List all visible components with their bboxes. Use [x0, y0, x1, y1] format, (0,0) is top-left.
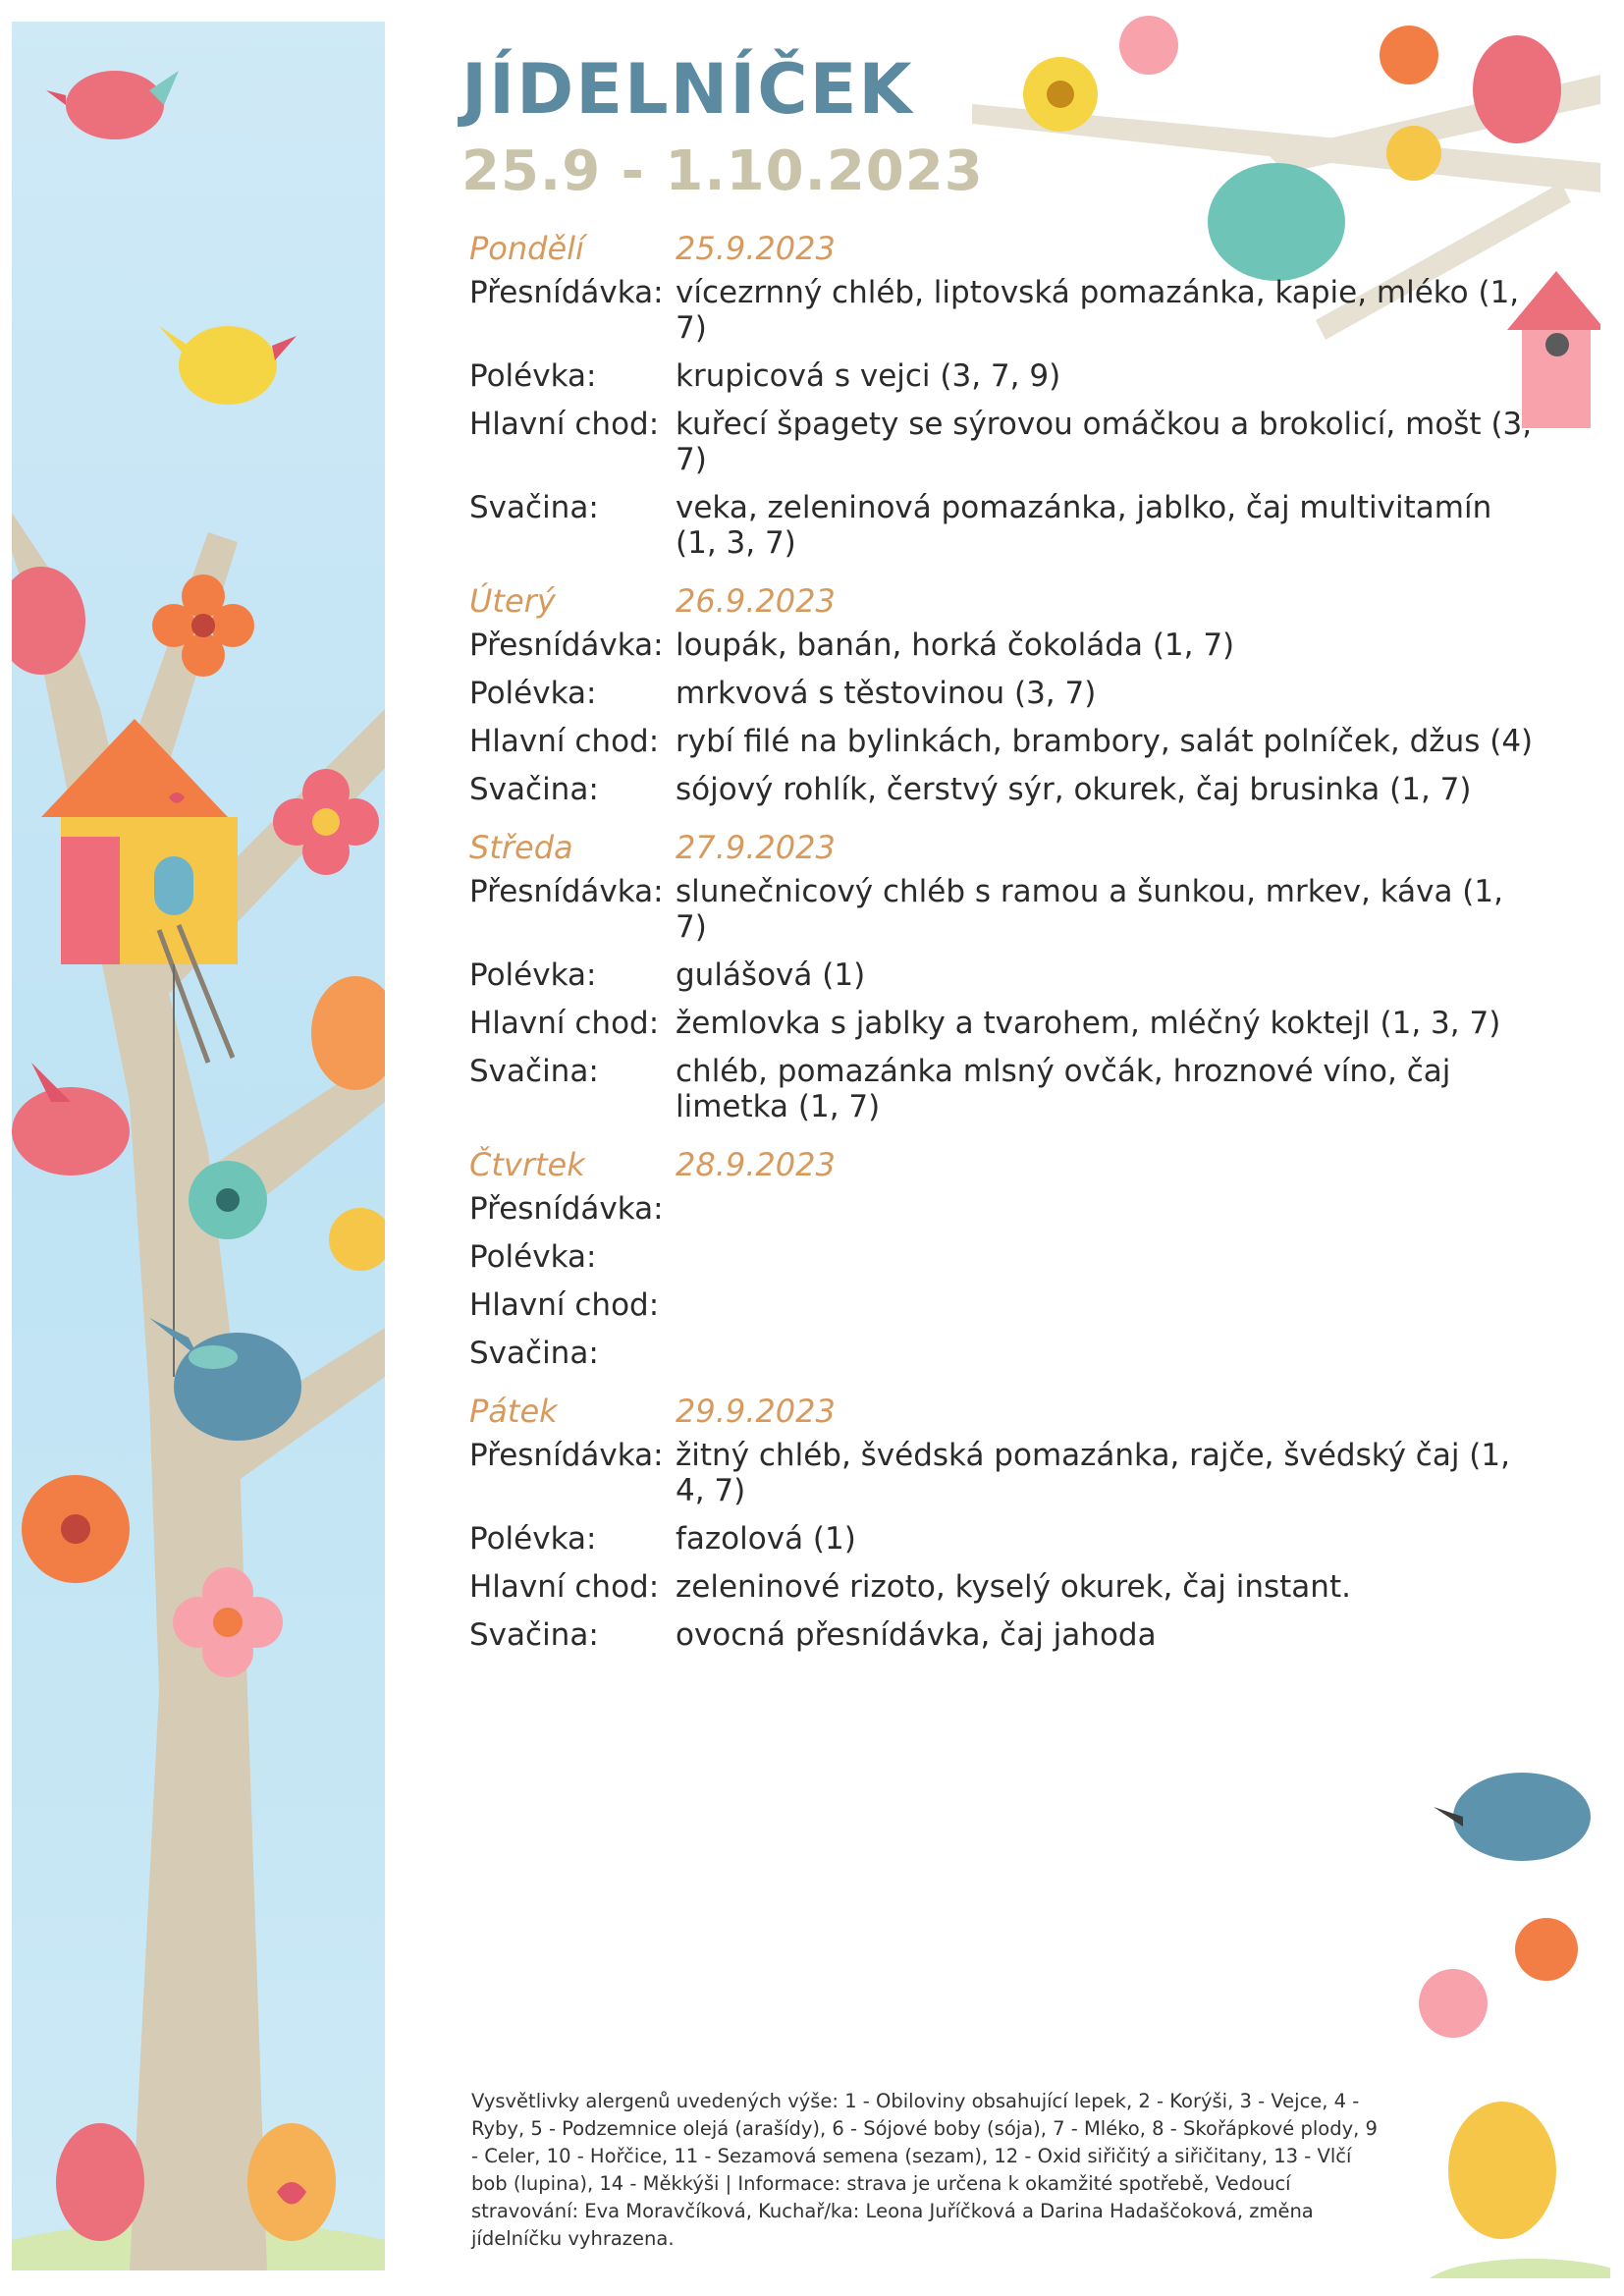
day-name: Pondělí: [469, 230, 584, 267]
meal-row: [469, 1287, 1540, 1323]
meal-label: Polévka:: [469, 957, 597, 993]
meal-label: Přesnídávka:: [469, 275, 664, 310]
day-heading: [469, 1144, 1540, 1185]
yellow-bird-icon: [159, 306, 306, 424]
page-title: JÍDELNÍČEK: [461, 49, 914, 130]
meal-row: [469, 358, 1540, 394]
meal-row: [469, 628, 1540, 663]
flower-icon: [12, 1465, 139, 1593]
day-date: 26.9.2023: [676, 582, 836, 620]
flower-icon: [149, 572, 257, 680]
meal-row: [469, 275, 1540, 346]
weekly-menu: [469, 228, 1540, 1672]
meal-text: gulášová (1): [676, 957, 866, 993]
day-section: [469, 1391, 1540, 1653]
meal-text: vícezrnný chléb, liptovská pomazánka, kapie, mléko (1, 7): [676, 275, 1520, 346]
meal-text: mrkvová s těstovinou (3, 7): [676, 676, 1097, 711]
meal-label: Hlavní chod:: [469, 407, 660, 442]
day-date: 28.9.2023: [676, 1146, 836, 1183]
meal-text: [676, 1287, 1540, 1323]
meal-row: [469, 1569, 1540, 1605]
meal-label: Přesnídávka:: [469, 1191, 664, 1227]
meal-text: ovocná přesnídávka, čaj jahoda: [676, 1617, 1157, 1653]
day-section: [469, 827, 1540, 1124]
day-name: Čtvrtek: [469, 1146, 585, 1183]
meal-row: [469, 1521, 1540, 1557]
meal-row: [469, 772, 1540, 807]
day-date: 27.9.2023: [676, 829, 836, 866]
meal-row: [469, 1336, 1540, 1371]
meal-label: Přesnídávka:: [469, 874, 664, 909]
orange-bird-icon: [297, 964, 385, 1102]
meal-row: [469, 1617, 1540, 1653]
pink-bird-icon: [12, 552, 100, 689]
meal-row: [469, 1191, 1540, 1227]
meal-label: Svačina:: [469, 772, 599, 807]
meal-label: Hlavní chod:: [469, 1006, 660, 1041]
orange-bird-icon: [238, 2113, 355, 2251]
meal-text: krupicová s vejci (3, 7, 9): [676, 358, 1061, 394]
tree-illustration: [12, 22, 385, 2270]
flower-icon: [179, 1151, 277, 1249]
day-name: Úterý: [469, 582, 556, 620]
day-heading: [469, 827, 1540, 868]
meal-label: Hlavní chod:: [469, 1569, 660, 1605]
meal-text: fazolová (1): [676, 1521, 856, 1557]
meal-label: Polévka:: [469, 676, 597, 711]
day-date: 25.9.2023: [676, 230, 836, 267]
meal-label: Svačina:: [469, 490, 599, 525]
pink-bird-icon: [41, 51, 189, 159]
pink-bird-icon: [51, 2113, 169, 2251]
meal-text: sójový rohlík, čerstvý sýr, okurek, čaj brusinka (1, 7): [676, 772, 1472, 807]
meal-row: [469, 724, 1540, 759]
flower-icon: [272, 768, 380, 876]
meal-row: [469, 1054, 1540, 1124]
allergen-footnote: Vysvětlivky alergenů uvedených výše: 1 - Obiloviny obsahující lepek, 2 - Korýši, 3 - Vejce, 4 - Ryby, 5 - Podzemnice olejá (arašídy), 6 - Sójové boby (sója), 7 - Mléko, 8 - Skořápkové plody, 9 - Celer, 10 - Hořčice, 11 - Sezamová semena (sezam), 12 - Oxid siřičitý a siřičitany, 13 - Vlčí bob (lupina), 14 - Měkkýši | Informace: strava je určena k okamžité spotřebě, Vedoucí stravování: Eva Moravčíková, Kuchař/ka: Leona Juříčková a Darina Hadaščoková, změna jídelníčku vyhrazena.: [471, 2090, 1378, 2250]
flower-icon: [169, 1563, 287, 1681]
meal-text: kuřecí špagety se sýrovou omáčkou a brokolicí, mošt (3, 7): [676, 407, 1533, 477]
meal-label: Přesnídávka:: [469, 628, 664, 663]
meal-text: žitný chléb, švédská pomazánka, rajče, švédský čaj (1, 4, 7): [676, 1438, 1510, 1508]
day-name: Pátek: [469, 1393, 558, 1430]
meal-row: [469, 676, 1540, 711]
meal-label: Hlavní chod:: [469, 1287, 660, 1323]
day-section: [469, 228, 1540, 561]
day-name: Středa: [469, 829, 573, 866]
meal-text: žemlovka s jablky a tvarohem, mléčný koktejl (1, 3, 7): [676, 1006, 1501, 1041]
meal-text: rybí filé na bylinkách, brambory, salát polníček, džus (4): [676, 724, 1534, 759]
meal-label: Polévka:: [469, 1521, 597, 1557]
meal-label: Přesnídávka:: [469, 1438, 664, 1473]
meal-label: Svačina:: [469, 1336, 599, 1371]
day-section: [469, 1144, 1540, 1371]
meal-text: [676, 1336, 1540, 1371]
meal-label: Svačina:: [469, 1617, 599, 1653]
meal-label: Hlavní chod:: [469, 724, 660, 759]
day-heading: [469, 1391, 1540, 1432]
meal-row: [469, 1006, 1540, 1041]
meal-row: [469, 957, 1540, 993]
day-heading: [469, 228, 1540, 269]
day-heading: [469, 580, 1540, 622]
pink-bird-icon: [12, 1043, 159, 1200]
meal-text: zeleninové rizoto, kyselý okurek, čaj instant.: [676, 1569, 1351, 1605]
meal-label: Polévka:: [469, 1239, 597, 1275]
meal-row: [469, 1438, 1540, 1508]
meal-text: loupák, banán, horká čokoláda (1, 7): [676, 628, 1235, 663]
meal-label: Polévka:: [469, 358, 597, 394]
meal-row: [469, 1239, 1540, 1275]
meal-text: [676, 1191, 1540, 1227]
meal-text: slunečnicový chléb s ramou a šunkou, mrkev, káva (1, 7): [676, 874, 1503, 945]
meal-text: chléb, pomazánka mlsný ovčák, hroznové víno, čaj limetka (1, 7): [676, 1054, 1451, 1124]
day-date: 29.9.2023: [676, 1393, 836, 1430]
meal-text: [676, 1239, 1540, 1275]
date-range: 25.9 - 1.10.2023: [461, 139, 984, 203]
bird-and-flowers-illustration: [1404, 1748, 1610, 2278]
meal-label: Svačina:: [469, 1054, 599, 1089]
flower-icon: [321, 1200, 385, 1279]
meal-row: [469, 490, 1540, 561]
day-section: [469, 580, 1540, 807]
meal-row: [469, 407, 1540, 477]
meal-text: veka, zeleninová pomazánka, jablko, čaj multivitamín (1, 3, 7): [676, 490, 1492, 561]
blue-bird-icon: [149, 1298, 316, 1455]
meal-row: [469, 874, 1540, 945]
